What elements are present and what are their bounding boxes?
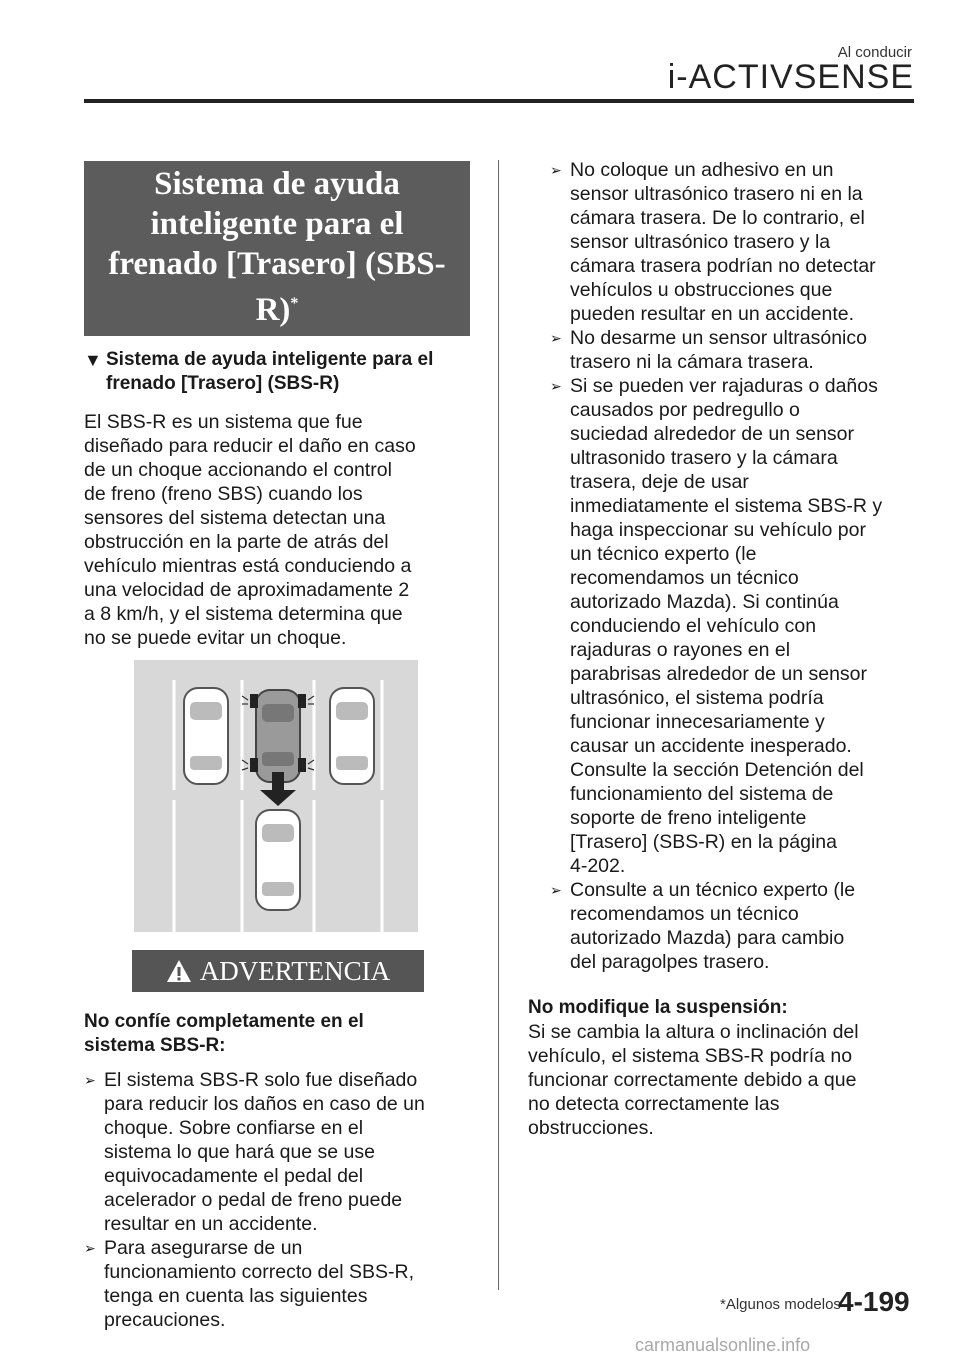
- watermark: carmanualsonline.info: [635, 1335, 811, 1355]
- parking-diagram: [134, 660, 418, 932]
- parked-car-left: [184, 688, 228, 784]
- warning-triangle-icon: [166, 959, 192, 983]
- suspension-heading: No modifique la suspensión:: [528, 997, 788, 1018]
- warning-heading: No confíe completamente en el sistema SBS-R:: [84, 1011, 364, 1056]
- arrow-bullet-icon: ➢: [84, 1072, 96, 1088]
- subheading: [84, 348, 470, 396]
- footnote: *Algunos modelos: [720, 1296, 841, 1313]
- warning-banner: [132, 950, 424, 992]
- column-divider: [498, 160, 499, 1290]
- list-item: ➢ No desarme un sensor ultrasónico trasero ni la cámara trasera.: [550, 327, 867, 373]
- list-item: ➢ No coloque un adhesivo en un sensor ultrasónico trasero ni en la cámara trasera. De lo contrario, el sensor ultrasónico trasero y la cámara trasera podrían no detectar vehículos u obstrucciones que pueden resultar en un accidente.: [550, 159, 876, 325]
- suspension-paragraph: Si se cambia la altura o inclinación del vehículo, el sistema SBS-R podría no funcionar correctamente debido a que no detecta correctamente las obstrucciones.: [528, 1021, 859, 1139]
- title-line: [88, 244, 466, 330]
- title-line: inteligente para el: [150, 206, 404, 242]
- subheading-text: Sistema de ayuda inteligente para el frenado [Trasero] (SBS-R): [106, 349, 434, 394]
- arrow-bullet-icon: ➢: [550, 162, 562, 178]
- precaution-bullet-list: [528, 158, 920, 974]
- list-item: ➢ Para asegurarse de un funcionamiento correcto del SBS-R, tenga en cuenta las siguientes precauciones.: [84, 1237, 414, 1331]
- arrow-bullet-icon: ➢: [550, 378, 562, 394]
- right-column: [528, 158, 920, 1140]
- header-rule: [84, 99, 914, 103]
- list-item: ➢ Consulte a un técnico experto (le recomendamos un técnico autorizado Mazda) para cambio del paragolpes trasero.: [550, 879, 856, 973]
- section-title-box: [84, 161, 470, 336]
- title-line: Sistema de ayuda: [154, 166, 400, 202]
- parked-car-right: [330, 688, 374, 784]
- title-footnote-mark: *: [290, 295, 299, 312]
- list-item: ➢ Si se pueden ver rajaduras o daños causados por pedregullo o suciedad alrededor de un sensor ultrasonido trasero y la cámara trasera, deje de usar inmediatamente el sistema SBS-R y haga inspeccionar su vehículo por un técnico experto (le recomendamos un técnico autorizado Mazda). Si continúa conduciendo el vehículo con rajaduras o rayones en el parabrisas alrededor de un sensor ultrasónico, el sistema podría funcionar innecesariamente y causar un accidente inesperado. Consulte la sección Detención del funcionamiento del sistema de soporte de freno inteligente [Trasero] (SBS-R) en la página 4-202.: [550, 375, 883, 877]
- parking-illustration: [134, 660, 418, 932]
- arrow-bullet-icon: ➢: [550, 882, 562, 898]
- arrow-bullet-icon: ➢: [550, 330, 562, 346]
- page-number: 4-199: [838, 1286, 910, 1317]
- title-line-text: frenado [Trasero] (SBS-R): [108, 246, 446, 328]
- intro-paragraph: El SBS-R es un sistema que fue diseñado para reducir el daño en caso de un choque accionando el control de freno (freno SBS) cuando los sensores del sistema detectan una obstrucción en la parte de atrás del vehículo mientras está conduciendo a una velocidad de aproximadamente 2 a 8 km/h, y el sistema determina que no se puede evitar un choque.: [84, 411, 416, 649]
- obstacle-car: [256, 810, 300, 910]
- arrow-bullet-icon: ➢: [84, 1240, 96, 1256]
- warning-label: ADVERTENCIA: [199, 955, 391, 986]
- left-column: [84, 161, 470, 1332]
- running-section-title: Al conducir: [837, 44, 912, 61]
- triangle-down-icon: ▼: [84, 350, 102, 370]
- warning-bullet-list: [84, 1068, 470, 1332]
- chapter-title: i-ACTIVSENSE: [667, 58, 914, 96]
- list-item: ➢ El sistema SBS-R solo fue diseñado para reducir los daños en caso de un choque. Sobre confiarse en el sistema lo que hará que se use equivocadamente el pedal del acelerador o pedal de freno puede resultar en un accidente.: [84, 1069, 425, 1235]
